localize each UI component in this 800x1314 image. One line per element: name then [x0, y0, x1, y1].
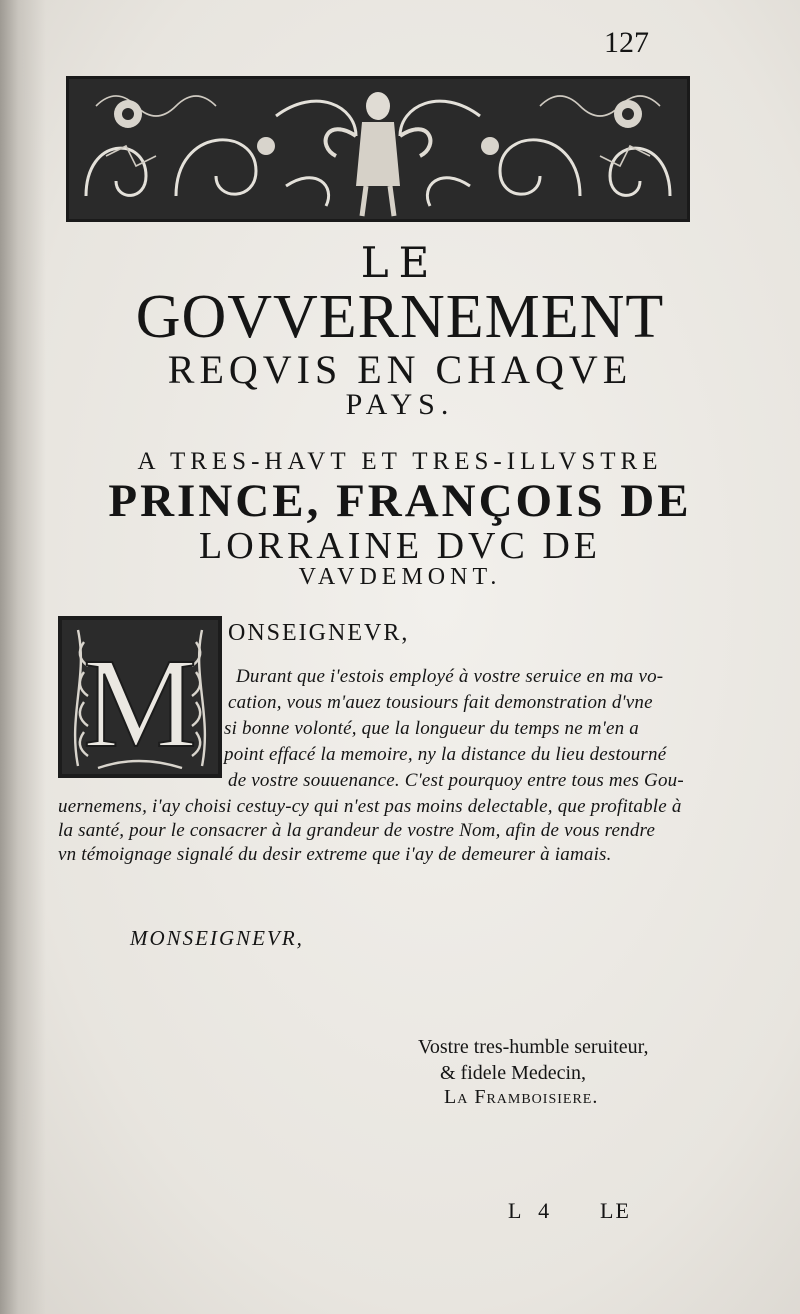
- dedication-line-1: A TRES-HAVT ET TRES-ILLVSTRE: [137, 448, 663, 475]
- title-line-4: PAYS.: [345, 388, 455, 421]
- signature-mark: L 4: [508, 1198, 556, 1223]
- paragraph-line: cation, vous m'auez tousiours fait demonstration d'vne: [228, 692, 653, 713]
- dropcap-letter: M: [83, 632, 197, 774]
- binding-shadow: [0, 0, 46, 1314]
- dedication-line-2: PRINCE, FRANÇOIS DE: [108, 475, 692, 527]
- paragraph-line: vn témoignage signalé du desir extreme que i'ay de demeurer à iamais.: [58, 844, 612, 865]
- paragraph-line: si bonne volonté, que la longueur du temps ne m'en a: [224, 718, 639, 739]
- salutation: ONSEIGNEVR,: [228, 620, 410, 646]
- paragraph-line: la santé, pour le consacrer à la grandeur de vostre Nom, afin de vous rendre: [58, 820, 656, 841]
- title-line-1: LE: [360, 238, 440, 287]
- signature-line-2: & fidele Medecin,: [440, 1062, 587, 1084]
- catchword: LE: [600, 1198, 631, 1223]
- title-line-2: GOVVERNEMENT: [135, 283, 665, 351]
- paragraph-line: uernemens, i'ay choisi cestuy-cy qui n'est pas moins delectable, que profitable à: [58, 796, 682, 817]
- closing-address: MONSEIGNEVR,: [130, 926, 304, 950]
- dedication-line-3: LORRAINE DVC DE: [199, 525, 601, 567]
- decorated-initial: [58, 616, 222, 778]
- title-line-3: REQVIS EN CHAQVE: [167, 347, 633, 392]
- dedication-line-4: VAVDEMONT.: [298, 564, 502, 590]
- paragraph-line: point effacé la memoire, ny la distance du lieu destourné: [224, 744, 667, 765]
- page-number: 127: [604, 26, 649, 59]
- author-name: La Framboisiere.: [444, 1086, 599, 1108]
- signature-line-1: Vostre tres-humble seruiteur,: [418, 1036, 649, 1058]
- paragraph-line: de vostre souuenance. C'est pourquoy entre tous mes Gou-: [228, 770, 684, 791]
- ornamental-headpiece: [66, 76, 690, 222]
- paragraph-line: Durant que i'estois employé à vostre seruice en ma vo-: [236, 666, 664, 687]
